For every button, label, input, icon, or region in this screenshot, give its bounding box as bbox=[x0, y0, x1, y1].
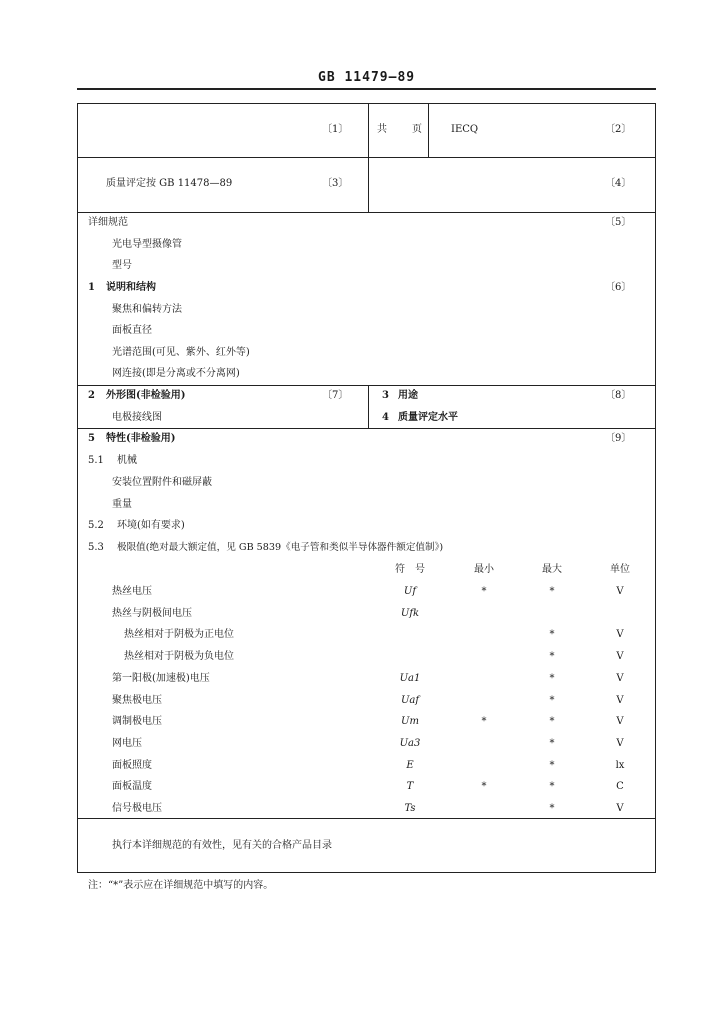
section5-num: 5 bbox=[88, 433, 95, 444]
section3-num: 3 bbox=[382, 390, 389, 401]
section1-num: 1 bbox=[88, 282, 95, 293]
row-max: * bbox=[549, 673, 555, 684]
row-min: * bbox=[481, 586, 487, 597]
model-label: 型号 bbox=[112, 260, 132, 271]
row-symbol: Uf bbox=[403, 586, 417, 597]
box1-tag: 〔1〕 bbox=[322, 124, 349, 135]
row-name: 信号极电压 bbox=[112, 803, 162, 814]
row-name: 面板照度 bbox=[112, 760, 152, 771]
section1-title: 说明和结构 bbox=[106, 282, 156, 293]
row-symbol: Ua1 bbox=[399, 673, 421, 684]
box3-tag: 〔3〕 bbox=[322, 178, 349, 189]
row-unit: V bbox=[616, 586, 624, 597]
iecq-label: IECQ bbox=[451, 124, 479, 135]
row-symbol: Ts bbox=[404, 803, 416, 814]
col-symbol-header: 符 号 bbox=[395, 564, 425, 575]
s1-item: 网连接(即是分离或不分离网) bbox=[112, 368, 240, 379]
quality-assessment: 质量评定按 GB 11478—89 bbox=[106, 178, 233, 189]
row-name: 网电压 bbox=[112, 738, 142, 749]
frame-right bbox=[655, 103, 656, 873]
frame-left bbox=[77, 103, 78, 873]
frame-top bbox=[77, 103, 656, 104]
s52-num: 5.2 bbox=[88, 520, 104, 531]
tag5: 〔5〕 bbox=[605, 217, 632, 228]
section2-title: 外形图(非检验用) bbox=[106, 390, 186, 401]
product-name: 光电导型摄像管 bbox=[112, 239, 182, 250]
row-name: 热丝相对于阴极为负电位 bbox=[124, 651, 234, 662]
top-divider bbox=[368, 103, 369, 212]
row-name: 热丝与阴极间电压 bbox=[112, 608, 192, 619]
row-max: * bbox=[549, 651, 555, 662]
s51-item: 重量 bbox=[112, 499, 132, 510]
row-max: * bbox=[549, 760, 555, 771]
frame-bottom bbox=[77, 872, 656, 873]
row-max: * bbox=[549, 781, 555, 792]
row-name: 第一阳极(加速极)电压 bbox=[112, 673, 210, 684]
s53-title: 极限值(绝对最大额定值，见 GB 5839《电子管和类似半导体器件额定值制》) bbox=[117, 542, 444, 553]
row-symbol: Ufk bbox=[400, 608, 420, 619]
s1-item: 光谱范围(可见、紫外、红外等) bbox=[112, 347, 250, 358]
row-symbol: T bbox=[406, 781, 414, 792]
row-name: 热丝电压 bbox=[112, 586, 152, 597]
tag7: 〔7〕 bbox=[322, 390, 349, 401]
section5-title: 特性(非检验用) bbox=[106, 433, 176, 444]
row-unit: V bbox=[616, 803, 624, 814]
row-symbol: E bbox=[406, 760, 414, 771]
box2-tag: 〔2〕 bbox=[605, 124, 632, 135]
s52-title: 环境(如有要求) bbox=[117, 520, 185, 531]
ye-label: 页 bbox=[412, 124, 422, 135]
detail-spec-title: 详细规范 bbox=[88, 217, 128, 228]
row-name: 聚焦极电压 bbox=[112, 695, 162, 706]
row-symbol: Um bbox=[401, 716, 419, 727]
row-max: * bbox=[549, 738, 555, 749]
row-unit: V bbox=[616, 695, 624, 706]
s51-num: 5.1 bbox=[88, 455, 104, 466]
rule-157 bbox=[77, 157, 656, 158]
footnote: 注：“*”表示应在详细规范中填写的内容。 bbox=[88, 880, 274, 891]
section3-title: 用途 bbox=[398, 390, 418, 401]
row-max: * bbox=[549, 803, 555, 814]
section2-num: 2 bbox=[88, 390, 95, 401]
tag6: 〔6〕 bbox=[605, 282, 632, 293]
row-min: * bbox=[481, 716, 487, 727]
row-unit: V bbox=[616, 716, 624, 727]
section4-title: 质量评定水平 bbox=[398, 412, 458, 423]
standard-number: GB 11479—89 bbox=[318, 70, 416, 85]
col-unit-header: 单位 bbox=[610, 564, 630, 575]
section4-num: 4 bbox=[382, 412, 389, 423]
row-unit: V bbox=[616, 673, 624, 684]
row-unit: V bbox=[616, 629, 624, 640]
s2-divider bbox=[368, 385, 369, 428]
rule-428 bbox=[77, 428, 656, 429]
rule-212 bbox=[77, 212, 656, 213]
validity-text: 执行本详细规范的有效性，见有关的合格产品目录 bbox=[112, 840, 332, 851]
row-symbol: Ua3 bbox=[399, 738, 421, 749]
top-rule bbox=[77, 88, 656, 90]
ye-divider bbox=[428, 103, 429, 157]
s1-item: 面板直径 bbox=[112, 325, 152, 336]
row-unit: lx bbox=[615, 760, 625, 771]
row-max: * bbox=[549, 629, 555, 640]
s1-item: 聚焦和偏转方法 bbox=[112, 304, 182, 315]
tag8: 〔8〕 bbox=[605, 390, 632, 401]
row-max: * bbox=[549, 695, 555, 706]
rule-818 bbox=[77, 818, 656, 819]
s53-num: 5.3 bbox=[88, 542, 104, 553]
row-max: * bbox=[549, 586, 555, 597]
gong-label: 共 bbox=[377, 124, 387, 135]
tag9: 〔9〕 bbox=[605, 433, 632, 444]
s51-item: 安装位置附件和磁屏蔽 bbox=[112, 477, 212, 488]
rule-385 bbox=[77, 385, 656, 386]
row-unit: C bbox=[616, 781, 624, 792]
row-unit: V bbox=[616, 738, 624, 749]
row-min: * bbox=[481, 781, 487, 792]
col-min-header: 最小 bbox=[474, 564, 494, 575]
row-max: * bbox=[549, 716, 555, 727]
row-unit: V bbox=[616, 651, 624, 662]
box4-tag: 〔4〕 bbox=[605, 178, 632, 189]
row-name: 面板温度 bbox=[112, 781, 152, 792]
row-name: 热丝相对于阴极为正电位 bbox=[124, 629, 234, 640]
col-max-header: 最大 bbox=[542, 564, 562, 575]
row-symbol: Uaf bbox=[400, 695, 420, 706]
electrode-diagram: 电极接线图 bbox=[112, 412, 162, 423]
s51-title: 机械 bbox=[117, 455, 137, 466]
row-name: 调制极电压 bbox=[112, 716, 162, 727]
